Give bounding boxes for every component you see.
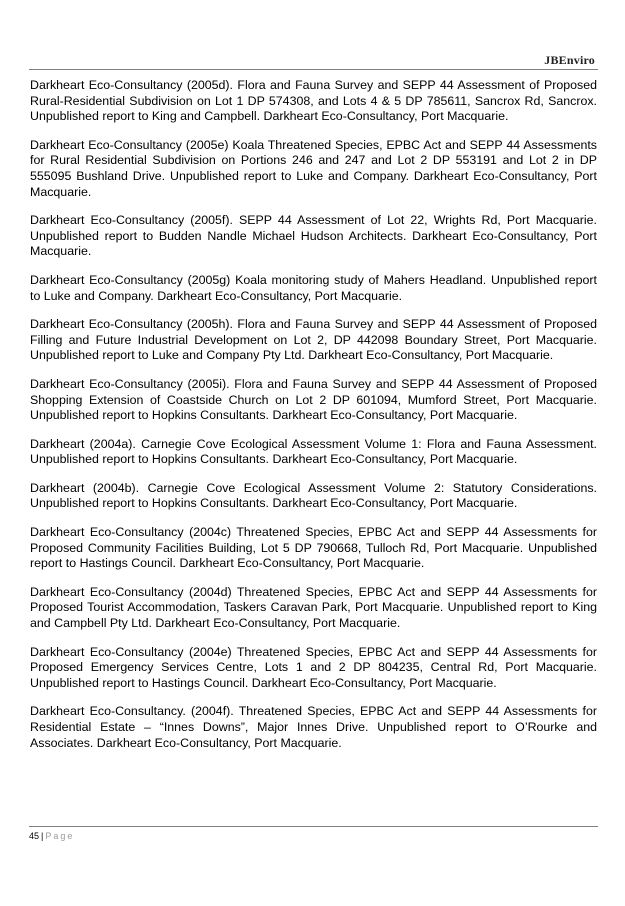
page-label: Page [45, 831, 75, 841]
reference-item: Darkheart Eco-Consultancy. (2004f). Threatened Species, EPBC Act and SEPP 44 Assessments for Residential Estate – “Innes Downs”, Major Innes Drive. Unpublished report to O’Rourke and Associates. Darkheart Eco-Consultancy, Port Macquarie. [30, 704, 597, 750]
reference-item: Darkheart Eco-Consultancy (2004c) Threatened Species, EPBC Act and SEPP 44 Assessments for Proposed Community Facilities Building, Lot 5 DP 790668, Tulloch Rd, Port Macquarie. Unpublished report to Hastings Council. Darkheart Eco-Consultancy, Port Macquarie. [30, 525, 597, 571]
page-number: 45 [29, 831, 40, 841]
reference-item: Darkheart Eco-Consultancy (2005h). Flora and Fauna Survey and SEPP 44 Assessment of Proposed Filling and Future Industrial Development on Lot 2, DP 442098 Boundary Street, Port Macquarie. Unpublished report to Luke and Company Pty Ltd. Darkheart Eco-Consultancy, Port Macquarie. [30, 317, 597, 363]
reference-item: Darkheart Eco-Consultancy (2004e) Threatened Species, EPBC Act and SEPP 44 Assessments for Proposed Emergency Services Centre, Lots 1 and 2 DP 804235, Central Rd, Port Macquarie. Unpublished report to Hastings Council. Darkheart Eco-Consultancy, Port Macquarie. [30, 644, 597, 690]
reference-item: Darkheart Eco-Consultancy (2005e) Koala Threatened Species, EPBC Act and SEPP 44 Assessments for Rural Residential Subdivision on Portions 246 and 247 and Lot 2 DP 553191 and Lot 2 in DP 555095 Bushland Drive. Unpublished report to Luke and Company. Darkheart Eco-Consultancy, Port Macquarie. [30, 137, 597, 199]
header-brand: JBEnviro [544, 53, 595, 67]
reference-item: Darkheart (2004b). Carnegie Cove Ecological Assessment Volume 2: Statutory Considerations. Unpublished report to Hopkins Consultants. Darkheart Eco-Consultancy, Port Macquarie. [30, 480, 597, 511]
header-divider [29, 69, 598, 70]
footer-divider [29, 826, 598, 827]
reference-list [30, 78, 597, 764]
page-separator: | [41, 831, 44, 841]
reference-item: Darkheart Eco-Consultancy (2005f). SEPP 44 Assessment of Lot 22, Wrights Rd, Port Macquarie. Unpublished report to Budden Nandle Michael Hudson Architects. Darkheart Eco-Consultancy, Port Macquarie. [30, 213, 597, 259]
reference-item: Darkheart Eco-Consultancy (2004d) Threatened Species, EPBC Act and SEPP 44 Assessments for Proposed Tourist Accommodation, Taskers Caravan Park, Port Macquarie. Unpublished report to King and Campbell Pty Ltd. Darkheart Eco-Consultancy, Port Macquarie. [30, 584, 597, 631]
page-footer [29, 831, 74, 841]
reference-item: Darkheart (2004a). Carnegie Cove Ecological Assessment Volume 1: Flora and Fauna Assessment. Unpublished report to Hopkins Consultants. Darkheart Eco-Consultancy, Port Macquarie. [30, 436, 597, 467]
reference-item: Darkheart Eco-Consultancy (2005g) Koala monitoring study of Mahers Headland. Unpublished report to Luke and Company. Darkheart Eco-Consultancy, Port Macquarie. [30, 272, 597, 303]
reference-item: Darkheart Eco-Consultancy (2005i). Flora and Fauna Survey and SEPP 44 Assessment of Proposed Shopping Extension of Coastside Church on Lot 2 DP 601094, Mumford Street, Port Macquarie. Unpublished report to Hopkins Consultants. Darkheart Eco-Consultancy, Port Macquarie. [30, 376, 597, 423]
reference-item: Darkheart Eco-Consultancy (2005d). Flora and Fauna Survey and SEPP 44 Assessment of Proposed Rural-Residential Subdivision on Lot 1 DP 574308, and Lots 4 & 5 DP 785611, Sancrox Rd, Sancrox. Unpublished report to King and Campbell. Darkheart Eco-Consultancy, Port Macquarie. [30, 78, 597, 124]
